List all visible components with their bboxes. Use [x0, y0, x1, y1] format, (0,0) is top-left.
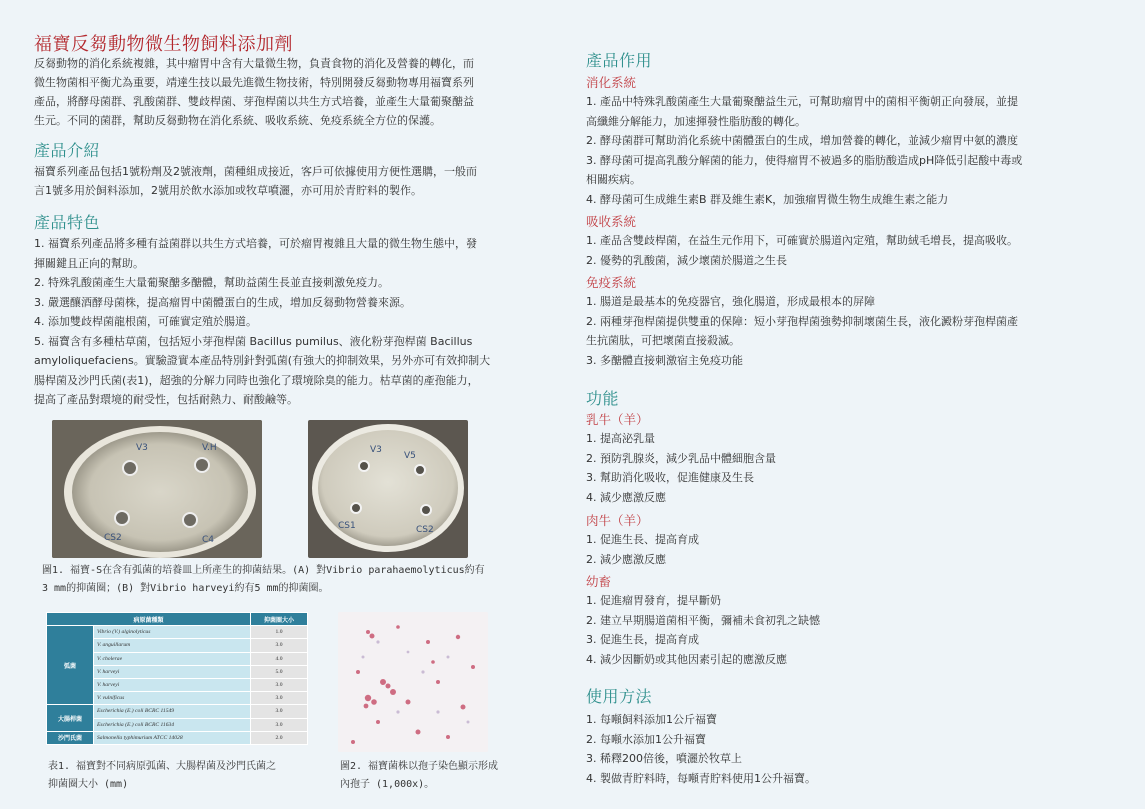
table-cell-value: 2.0: [251, 731, 308, 744]
table-cell-value: 3.0: [251, 639, 308, 652]
usage-line: 4. 製做青貯料時，每噸青貯料使用1公升福寶。: [586, 771, 816, 785]
table-cell-value: 4.0: [251, 652, 308, 665]
immune-list: [586, 292, 1096, 370]
product-intro-line: 言1號多用於飼料添加，2號用於飲水添加或牧草噴灑，亦可用於青貯料的製作。: [34, 184, 422, 197]
table-cell-species: Vibrio (V.) alginolyticus: [94, 626, 251, 639]
calf-line: 3. 促進生長，提高育成: [586, 633, 699, 646]
table-group-vibrio: 弧菌: [47, 626, 94, 705]
digestive-line: 相關疾病。: [586, 173, 641, 186]
dairy-line: 2. 預防乳腺炎，減少乳品中體細胞含量: [586, 451, 776, 465]
immune-line: 2. 兩種芽孢桿菌提供雙重的保障：短小芽孢桿菌強勢抑制壞菌生長，液化澱粉芽孢桿菌產: [586, 314, 1018, 328]
immune-line: 生抗菌肽，可把壞菌直接殺滅。: [586, 334, 740, 347]
table-1-caption: [48, 758, 328, 794]
usage-line: 1. 每噸飼料添加1公斤福寶: [586, 713, 717, 726]
petri-dish-photo-a: [52, 420, 262, 558]
dish-label: V5: [404, 451, 416, 461]
dish-label: CS1: [338, 521, 356, 531]
intro-line: 反芻動物的消化系統複雜，其中瘤胃中含有大量微生物，負責食物的消化及營養的轉化，而: [34, 57, 474, 70]
dairy-line: 1. 提高泌乳量: [586, 432, 655, 445]
petri-dish-photo-b: [308, 420, 468, 558]
table-group-salmonella: 沙門氏菌: [47, 731, 94, 744]
feature-line: 2. 特殊乳酸菌產生大量葡聚醣多醣體，幫助益菌生長並直接刺激免疫力。: [34, 276, 389, 289]
digestive-line: 1. 產品中特殊乳酸菌產生大量葡聚醣益生元，可幫助瘤胃中的菌相平衡朝正向發展，並提: [586, 95, 1018, 108]
immune-line: 1. 腸道是最基本的免疫器官，強化腸道，形成最根本的屏障: [586, 295, 875, 308]
dairy-line: 4. 減少應激反應: [586, 490, 666, 504]
dairy-heading: 乳牛（羊）: [586, 412, 649, 427]
function-heading: 功能: [586, 389, 620, 408]
absorb-line: 1. 產品含雙歧桿菌，在益生元作用下，可確實於腸道內定殖，幫助絨毛增長，提高吸收。: [586, 234, 1018, 247]
meat-heading: 肉牛（羊）: [586, 513, 649, 528]
table-cell-species: V. harveyi: [94, 665, 251, 678]
usage-line: 2. 每噸水添加1公升福寶: [586, 732, 706, 746]
feature-line: 揮關鍵且正向的幫助。: [34, 256, 144, 270]
intro-line: 生元。不同的菌群，幫助反芻動物在消化系統、吸收系統、免疫系統全方位的保護。: [34, 114, 441, 127]
table-cell-value: 3.0: [251, 692, 308, 705]
product-intro-paragraph: [34, 162, 554, 200]
product-intro-line: 福寶系列產品包括1號粉劑及2號液劑，菌種組成接近，客戶可依據使用方便性選購，一般而: [34, 165, 477, 178]
feature-line: 4. 添加雙歧桿菌龍根菌，可確實定殖於腸道。: [34, 315, 257, 328]
digestive-line: 2. 酵母菌群可幫助消化系統中菌體蛋白的生成，增加營養的轉化，並減少瘤胃中氨的濃度: [586, 134, 1018, 147]
caption-line: 圖2. 福寶菌株以孢子染色顯示形成: [340, 761, 499, 772]
table-cell-value: 3.0: [251, 718, 308, 731]
dish-label: V3: [136, 443, 148, 453]
meat-line: 1. 促進生長、提高育成: [586, 533, 699, 546]
table-cell-species: V. anguillarum: [94, 639, 251, 652]
digestive-line: 高纖維分解能力，加速揮發性脂肪酸的轉化。: [586, 114, 806, 128]
intro-line: 產品，將酵母菌群、乳酸菌群、雙歧桿菌、芽孢桿菌以共生方式培養，並產生大量葡聚醣益: [34, 95, 474, 108]
features-list: [34, 234, 559, 410]
calf-line: 4. 減少因斷奶或其他因素引起的應激反應: [586, 652, 787, 666]
table-header-zone: 抑菌圈大小: [251, 613, 308, 626]
table-cell-species: V. vulnificus: [94, 692, 251, 705]
table-header-species: 病原菌種類: [47, 613, 251, 626]
caption-line: 抑菌圈大小 (mm): [48, 779, 129, 790]
feature-line: 3. 嚴選釀酒酵母菌株，提高瘤胃中菌體蛋白的生成，增加反芻動物營養來源。: [34, 295, 411, 309]
table-cell-value: 3.0: [251, 705, 308, 718]
feature-line: 1. 福寶系列產品將多種有益菌群以共生方式培養，可於瘤胃複雜且大量的微生物生態中，發: [34, 237, 477, 250]
dish-label: V.H: [202, 443, 217, 453]
product-intro-heading: 產品介紹: [34, 141, 101, 160]
caption-line: 3 mm的抑菌圈；(B) 對Vibrio harveyi約有5 mm的抑菌圈。: [42, 583, 329, 594]
table-group-ecoli: 大腸桿菌: [47, 705, 94, 731]
digestive-list: [586, 92, 1096, 209]
digestive-line: 4. 酵母菌可生成維生素B 群及維生素K，加強瘤胃微生物生成維生素之能力: [586, 192, 949, 206]
features-heading: 產品特色: [34, 213, 101, 232]
dairy-list: [586, 429, 1096, 507]
feature-line: amyloliquefaciens。實驗證實本產品特別針對弧菌(有強大的抑制效果，另外亦可有效抑制大: [34, 354, 491, 367]
usage-line: 3. 稀釋200倍後，噴灑於牧草上: [586, 752, 742, 765]
calf-list: [586, 591, 1096, 669]
table-cell-species: Escherichia (E.) coli BCRC 11549: [94, 705, 251, 718]
absorb-list: [586, 231, 1096, 270]
page-title: 福寶反芻動物微生物飼料添加劑: [34, 34, 293, 55]
intro-line: 微生物菌相平衡尤為重要，靖達生技以最先進微生物技術，特別開發反芻動物專用福寶系列: [34, 76, 474, 89]
table-cell-species: V. harveyi: [94, 678, 251, 691]
caption-line: 表1. 福寶對不同病原弧菌、大腸桿菌及沙門氏菌之: [48, 761, 277, 772]
intro-paragraph: [34, 54, 554, 130]
meat-line: 2. 減少應激反應: [586, 552, 666, 566]
caption-line: 圖1. 福寶-S在含有弧菌的培養皿上所產生的抑菌結果。(A) 對Vibrio parahaemolyticus約有: [42, 565, 485, 576]
feature-line: 提高了產品對環境的耐受性，包括耐熱力、耐酸鹼等。: [34, 393, 298, 406]
table-cell-value: 3.0: [251, 678, 308, 691]
calf-heading: 幼畜: [586, 574, 612, 589]
caption-line: 內孢子 (1,000x)。: [340, 779, 435, 790]
absorb-heading: 吸收系統: [586, 214, 637, 229]
immune-heading: 免疫系統: [586, 275, 637, 290]
absorb-line: 2. 優勢的乳酸菌，減少壞菌於腸道之生長: [586, 253, 787, 267]
feature-line: 5. 福寶含有多種枯草菌，包括短小芽孢桿菌 Bacillus pumilus、液化粉芽孢桿菌 Bacillus: [34, 334, 473, 348]
calf-line: 1. 促進瘤胃發育，提早斷奶: [586, 594, 721, 607]
dish-label: CS2: [416, 525, 434, 535]
figure-1-caption: [42, 562, 562, 598]
dairy-line: 3. 幫助消化吸收，促進健康及生長: [586, 471, 754, 484]
inhibition-table: [46, 612, 308, 745]
usage-list: [586, 710, 1096, 788]
spore-stain-photo: [338, 612, 488, 752]
calf-line: 2. 建立早期腸道菌相平衡，彌補未食初乳之缺憾: [586, 613, 820, 627]
feature-line: 腸桿菌及沙門氏菌(表1)，超強的分解力同時也強化了環境除臭的能力。枯草菌的產孢能力，: [34, 373, 479, 387]
dish-label: CS2: [104, 533, 122, 543]
table-cell-value: 1.0: [251, 626, 308, 639]
table-cell-value: 5.0: [251, 665, 308, 678]
digestive-heading: 消化系統: [586, 75, 637, 90]
dish-label: V3: [370, 445, 382, 455]
meat-list: [586, 530, 1096, 569]
table-cell-species: Salmonella typhimurium ATCC 14028: [94, 731, 251, 744]
usage-heading: 使用方法: [586, 687, 653, 706]
table-cell-species: V. cholerae: [94, 652, 251, 665]
digestive-line: 3. 酵母菌可提高乳酸分解菌的能力，使得瘤胃不被過多的脂肪酸造成pH降低引起酸中毒或: [586, 153, 1023, 167]
figure-2-caption: [340, 758, 540, 794]
table-cell-species: Escherichia (E.) coli BCRC 11634: [94, 718, 251, 731]
effects-heading: 產品作用: [586, 51, 653, 70]
dish-label: C4: [202, 535, 215, 545]
immune-line: 3. 多醣體直接刺激宿主免疫功能: [586, 353, 743, 367]
